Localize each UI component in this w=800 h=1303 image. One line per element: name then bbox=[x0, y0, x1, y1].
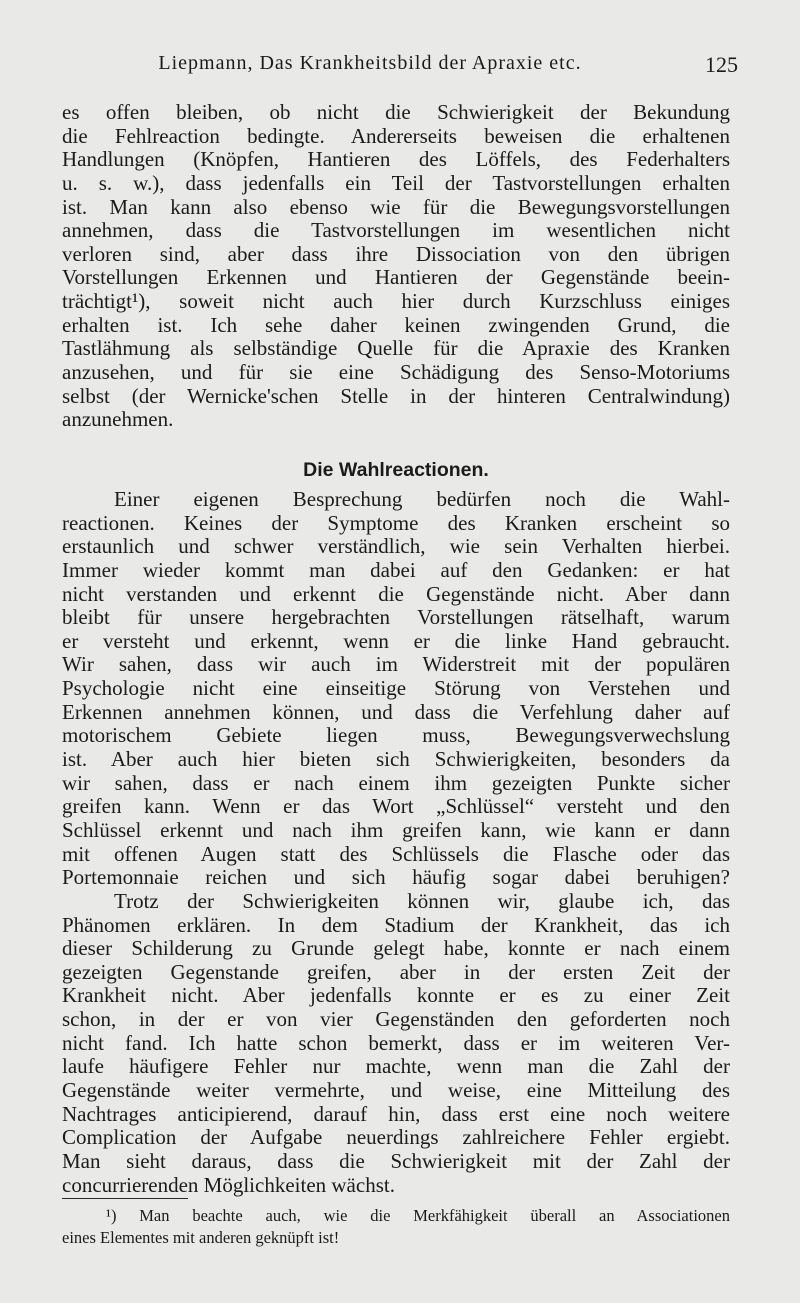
text-line: Tastlähmung als selbständige Quelle für die Apraxie des Kranken bbox=[62, 337, 730, 361]
text-line: Psychologie nicht eine einseitige Störung von Verstehen und bbox=[62, 677, 730, 701]
text-line: u. s. w.), dass jedenfalls ein Teil der Tastvorstellungen erhalten bbox=[62, 171, 730, 195]
text-line: mit offenen Augen statt des Schlüssels die Flasche oder das bbox=[62, 842, 730, 866]
text-line: greifen kann. Wenn er das Wort „Schlüssel“ versteht und den bbox=[62, 795, 730, 819]
footnote-line: ¹) Man beachte auch, wie die Merkfähigkeit überall an Associationen bbox=[106, 1206, 730, 1225]
text-line: erstaunlich und schwer verständlich, wie sein Verhalten hierbei. bbox=[62, 535, 730, 559]
text-line: Handlungen (Knöpfen, Hantieren des Löffels, des Federhalters bbox=[62, 148, 730, 172]
text-line: Wir sahen, dass wir auch im Widerstreit mit der populären bbox=[62, 653, 730, 677]
text-line: Erkennen annehmen können, und dass die Verfehlung daher auf bbox=[62, 700, 730, 724]
text-line: Immer wieder kommt man dabei auf den Gedanken: er hat bbox=[62, 558, 730, 582]
text-line: Nachtrages anticipierend, darauf hin, dass erst eine noch weitere bbox=[62, 1102, 730, 1126]
text-line: reactionen. Keines der Symptome des Kranken erscheint so bbox=[62, 511, 730, 535]
page-number: 125 bbox=[705, 52, 738, 77]
paragraph-3 bbox=[62, 890, 730, 1197]
text-line: verloren sind, aber dass ihre Dissociation von den übrigen bbox=[62, 242, 730, 266]
text-line: bleibt für unsere hergebrachten Vorstellungen rätselhaft, warum bbox=[62, 606, 730, 630]
text-line: Schlüssel erkennt und nach ihm greifen kann, wie kann er dann bbox=[62, 818, 730, 842]
text-line: anzusehen, und für sie eine Schädigung des Senso-Motoriums bbox=[62, 361, 730, 385]
text-line: nicht verstanden und erkennt die Gegenstände nicht. Aber dann bbox=[62, 582, 730, 606]
text-line: ist. Man kann also ebenso wie für die Bewegungsvorstellungen bbox=[62, 195, 730, 219]
text-line: Man sieht daraus, dass die Schwierigkeit mit der Zahl der bbox=[62, 1149, 730, 1173]
text-line: Trotz der Schwierigkeiten können wir, glaube ich, das bbox=[114, 889, 730, 913]
text-line: motorischem Gebiete liegen muss, Bewegungsverwechslung bbox=[62, 724, 730, 748]
text-line: nicht fand. Ich hatte schon bemerkt, dass er im weiteren Ver- bbox=[62, 1031, 730, 1055]
footnote-line: eines Elementes mit anderen geknüpft ist! bbox=[62, 1228, 340, 1247]
body-text bbox=[62, 101, 730, 1197]
text-line: ist. Aber auch hier bieten sich Schwierigkeiten, besonders da bbox=[62, 748, 730, 772]
text-line: Krankheit nicht. Aber jedenfalls konnte er es zu einer Zeit bbox=[62, 984, 730, 1008]
text-line: er versteht und erkennt, wenn er die linke Hand gebraucht. bbox=[62, 629, 730, 653]
text-line: annehmen, dass die Tastvorstellungen im wesentlichen nicht bbox=[62, 219, 730, 243]
text-line: Einer eigenen Besprechung bedürfen noch die Wahl- bbox=[114, 487, 730, 511]
text-line: dieser Schilderung zu Grunde gelegt habe, konnte er nach einem bbox=[62, 937, 730, 961]
text-line: erhalten ist. Ich sehe daher keinen zwingenden Grund, die bbox=[62, 313, 730, 337]
footnote bbox=[62, 1205, 730, 1249]
text-line: es offen bleiben, ob nicht die Schwierigkeit der Bekundung bbox=[62, 101, 730, 124]
paragraph-1 bbox=[62, 101, 730, 432]
text-line: concurrierenden Möglichkeiten wächst. bbox=[62, 1173, 395, 1197]
text-line: die Fehlreaction bedingte. Andererseits beweisen die erhaltenen bbox=[62, 124, 730, 148]
paragraph-2 bbox=[62, 488, 730, 890]
text-line: schon, in der er von vier Gegenständen den geforderten noch bbox=[62, 1008, 730, 1032]
running-title: Liepmann, Das Krankheitsbild der Apraxie etc. bbox=[158, 52, 582, 74]
text-line: gezeigten Gegenstande greifen, aber in der ersten Zeit der bbox=[62, 960, 730, 984]
section-heading: Die Wahlreactionen. bbox=[303, 458, 489, 481]
text-line: Complication der Aufgabe neuerdings zahlreichere Fehler ergiebt. bbox=[62, 1126, 730, 1150]
text-line: Portemonnaie reichen und sich häufig sogar dabei beruhigen? bbox=[62, 866, 730, 890]
text-line: trächtigt¹), soweit nicht auch hier durch Kurzschluss einiges bbox=[62, 290, 730, 314]
text-line: Vorstellungen Erkennen und Hantieren der Gegenstände beein- bbox=[62, 266, 730, 290]
footnote-rule bbox=[62, 1198, 188, 1199]
text-line: selbst (der Wernicke'schen Stelle in der hinteren Centralwindung) bbox=[62, 384, 730, 408]
text-line: Gegenstände weiter vermehrte, und weise, eine Mitteilung des bbox=[62, 1078, 730, 1102]
text-line: wir sahen, dass er nach einem ihm gezeigten Punkte sicher bbox=[62, 771, 730, 795]
text-line: Phänomen erklären. In dem Stadium der Krankheit, das ich bbox=[62, 913, 730, 937]
text-line: laufe häufigere Fehler nur machte, wenn man die Zahl der bbox=[62, 1055, 730, 1079]
running-header bbox=[62, 52, 738, 82]
text-line: anzunehmen. bbox=[62, 408, 174, 432]
